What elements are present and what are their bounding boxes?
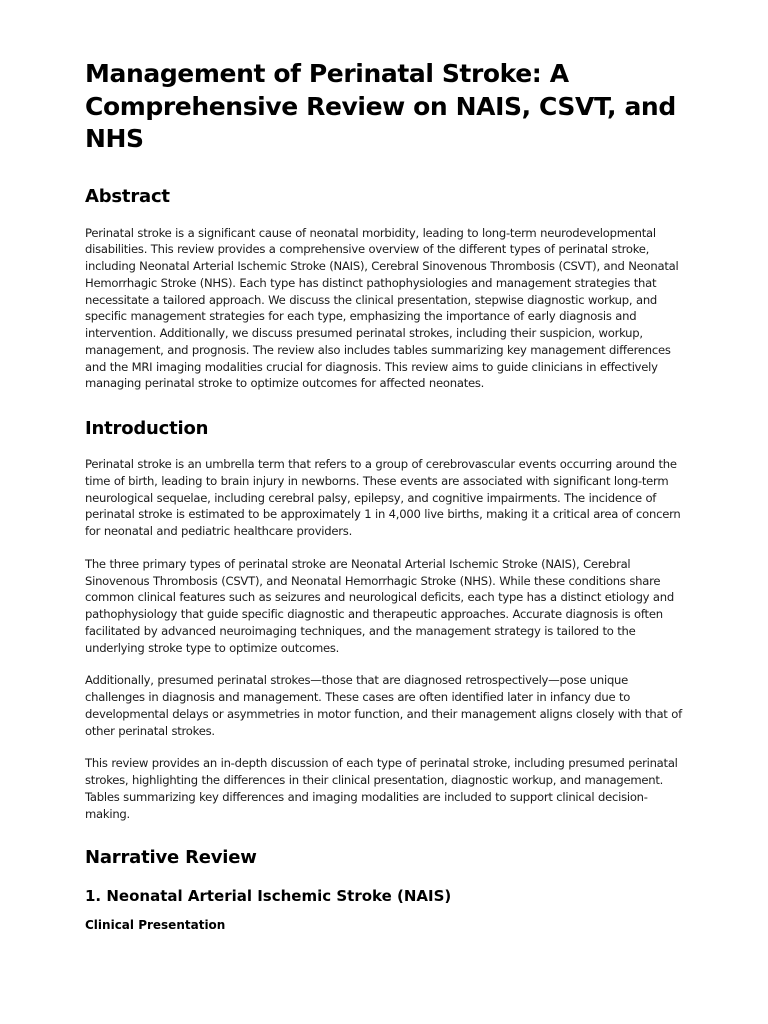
introduction-paragraph-2: The three primary types of perinatal stroke are Neonatal Arterial Ischemic Stroke (NAIS), Cerebral Sinovenous Thrombosis (CSVT), and Neonatal Hemorrhagic Stroke (NHS). While these conditions share common clinical features such as seizures and neurological deficits, each type has a distinct etiology and pathophysiology that guide specific diagnostic and therapeutic approaches. Accurate diagnosis is often facilitated by advanced neuroimaging techniques, and the management strategy is tailored to the underlying stroke type to optimize outcomes. [85,556,674,655]
introduction-paragraph-1: Perinatal stroke is an umbrella term that refers to a group of cerebrovascular events occurring around the time of birth, leading to brain injury in newborns. These events are associated with significant long-term neurological sequelae, including cerebral palsy, epilepsy, and cognitive impairments. The incidence of perinatal stroke is estimated to be approximately 1 in 4,000 live births, making it a critical area of concern for neonatal and pediatric healthcare providers. [85,457,681,538]
introduction-paragraph-4: This review provides an in-depth discussion of each type of perinatal stroke, including presumed perinatal strokes, highlighting the differences in their clinical presentation, diagnostic workup, and management. Tables summarizing key differences and imaging modalities are included to support clinical decision-making. [85,756,678,821]
introduction-heading: Introduction [85,418,209,439]
clinical-presentation-heading: Clinical Presentation [85,918,226,933]
narrative-review-heading: Narrative Review [85,847,257,869]
nais-section-heading: 1. Neonatal Arterial Ischemic Stroke (NAIS) [85,887,452,906]
paper-title: Management of Perinatal Stroke: A Comprehensive Review on NAIS, CSVT, and NHS [85,59,676,153]
document-page [85,58,685,933]
abstract-heading: Abstract [85,185,170,207]
abstract-paragraph: Perinatal stroke is a significant cause of neonatal morbidity, leading to long-term neurodevelopmental disabilities. This review provides a comprehensive overview of the different types of perinatal stroke, including Neonatal Arterial Ischemic Stroke (NAIS), Cerebral Sinovenous Thrombosis (CSVT), and Neonatal Hemorrhagic Stroke (NHS). Each type has distinct pathophysiologies and management strategies that necessitate a tailored approach. We discuss the clinical presentation, stepwise diagnostic workup, and specific management strategies for each type, emphasizing the importance of early diagnosis and intervention. Additionally, we discuss presumed perinatal strokes, including their suspicion, workup, management, and prognosis. The review also includes tables summarizing key management differences and the MRI imaging modalities crucial for diagnosis. This review aims to guide clinicians in effectively managing perinatal stroke to optimize outcomes for affected neonates. [85,225,679,391]
introduction-paragraph-3: Additionally, presumed perinatal strokes—those that are diagnosed retrospectively—pose unique challenges in diagnosis and management. These cases are often identified later in infancy due to developmental delays or asymmetries in motor function, and their management aligns closely with that of other perinatal strokes. [85,673,682,738]
